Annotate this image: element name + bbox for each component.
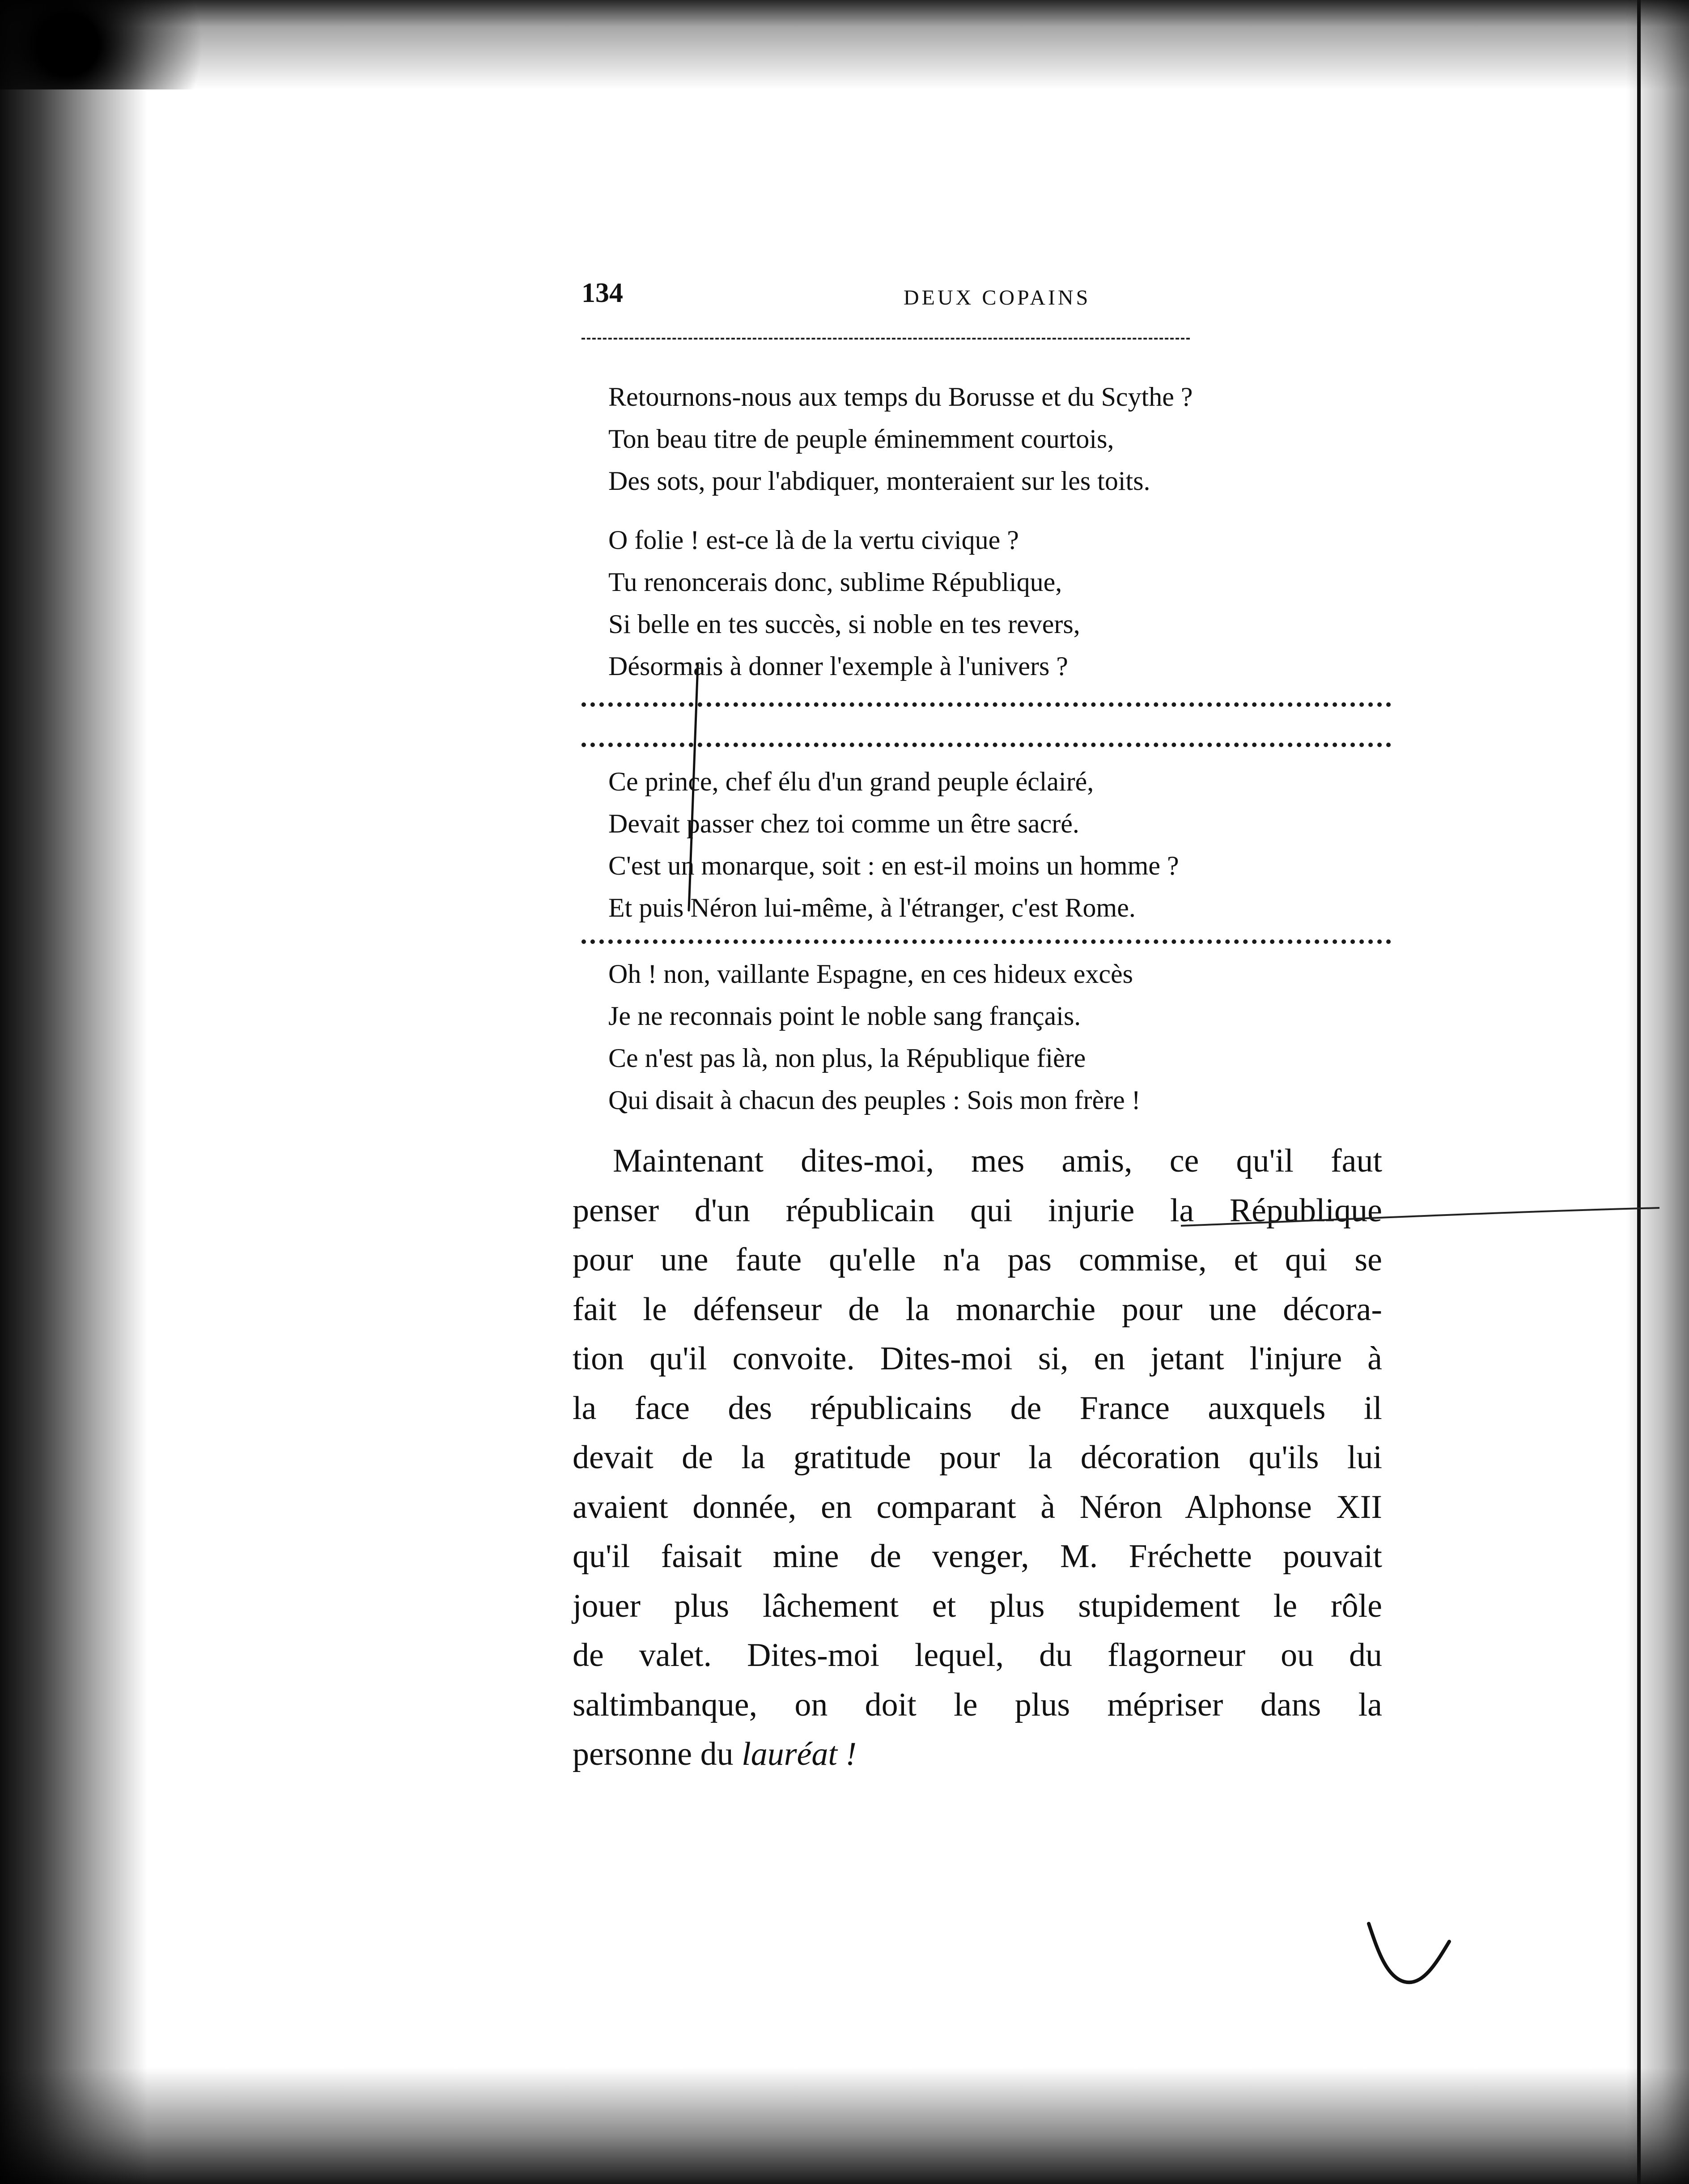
verse-line: Désormais à donner l'exemple à l'univers ? xyxy=(608,651,1068,681)
verse-line: Qui disait à chacun des peuples : Sois mon frère ! xyxy=(608,1085,1141,1115)
ellipsis-row xyxy=(581,743,1391,747)
scan-border-bottom xyxy=(0,2068,1689,2184)
prose-line: fait le défenseur de la monarchie pour une décora- xyxy=(573,1291,1382,1328)
prose-last-line xyxy=(573,1729,1382,1779)
page-header xyxy=(581,277,1364,318)
prose-line: avaient donnée, en comparant à Néron Alphonse XII xyxy=(573,1488,1382,1525)
poem-stanza xyxy=(608,519,1413,687)
prose-line: saltimbanque, on doit le plus mépriser dans la xyxy=(573,1686,1382,1723)
scan-border-left xyxy=(0,0,148,2184)
prose-paragraph xyxy=(573,1136,1382,1779)
verse-line: Si belle en tes succès, si noble en tes revers, xyxy=(608,609,1080,639)
poem-stanza xyxy=(608,761,1413,929)
prose-line: penser d'un républicain qui injurie la République xyxy=(573,1192,1382,1229)
running-head: DEUX COPAINS xyxy=(904,286,1091,310)
verse-line: Oh ! non, vaillante Espagne, en ces hideux excès xyxy=(608,959,1133,989)
poem-stanza xyxy=(608,953,1413,1121)
binding-edge-line xyxy=(1637,0,1641,2184)
verse-line: Retournons-nous aux temps du Borusse et du Scythe ? xyxy=(608,382,1193,412)
prose-line: de valet. Dites-moi lequel, du flagorneur ou du xyxy=(573,1637,1382,1674)
verse-line: Devait passer chez toi comme un être sacré. xyxy=(608,809,1079,838)
prose-line: la face des républicains de France auxquels il xyxy=(573,1389,1382,1427)
verse-line: Ton beau titre de peuple éminemment courtois, xyxy=(608,424,1114,454)
prose-last-line-text: personne du xyxy=(573,1736,742,1772)
pen-checkmark-icon xyxy=(1364,1915,1454,1991)
prose-line: jouer plus lâchement et plus stupidement le rôle xyxy=(573,1587,1382,1624)
prose-line: devait de la gratitude pour la décoration qu'ils lui xyxy=(573,1439,1382,1476)
verse-line: O folie ! est-ce là de la vertu civique ? xyxy=(608,525,1019,555)
verse-line: Des sots, pour l'abdiquer, monteraient sur les toits. xyxy=(608,466,1150,496)
verse-line: C'est un monarque, soit : en est-il moins un homme ? xyxy=(608,851,1179,880)
verse-line: Ce n'est pas là, non plus, la République fière xyxy=(608,1043,1086,1073)
italic-word: lauréat ! xyxy=(742,1736,857,1772)
verse-line: Et puis Néron lui-même, à l'étranger, c'est Rome. xyxy=(608,893,1136,922)
prose-line: tion qu'il convoite. Dites-moi si, en jetant l'injure à xyxy=(573,1340,1382,1377)
scan-border-right xyxy=(1626,0,1689,2184)
header-rule xyxy=(581,338,1190,340)
verse-line: Tu renoncerais donc, sublime République, xyxy=(608,567,1062,597)
page-number: 134 xyxy=(581,278,623,308)
prose-line: pour une faute qu'elle n'a pas commise, et qui se xyxy=(573,1241,1382,1278)
prose-line: Maintenant dites-moi, mes amis, ce qu'il faut xyxy=(613,1143,1382,1179)
verse-line: Je ne reconnais point le noble sang français. xyxy=(608,1001,1081,1031)
prose-line: qu'il faisait mine de venger, M. Fréchette pouvait xyxy=(573,1538,1382,1575)
scan-border-top xyxy=(0,0,1689,89)
ellipsis-row xyxy=(581,702,1391,707)
poem-stanza xyxy=(608,376,1413,502)
ellipsis-row xyxy=(581,939,1391,944)
verse-line: Ce prince, chef élu d'un grand peuple éclairé, xyxy=(608,767,1094,796)
